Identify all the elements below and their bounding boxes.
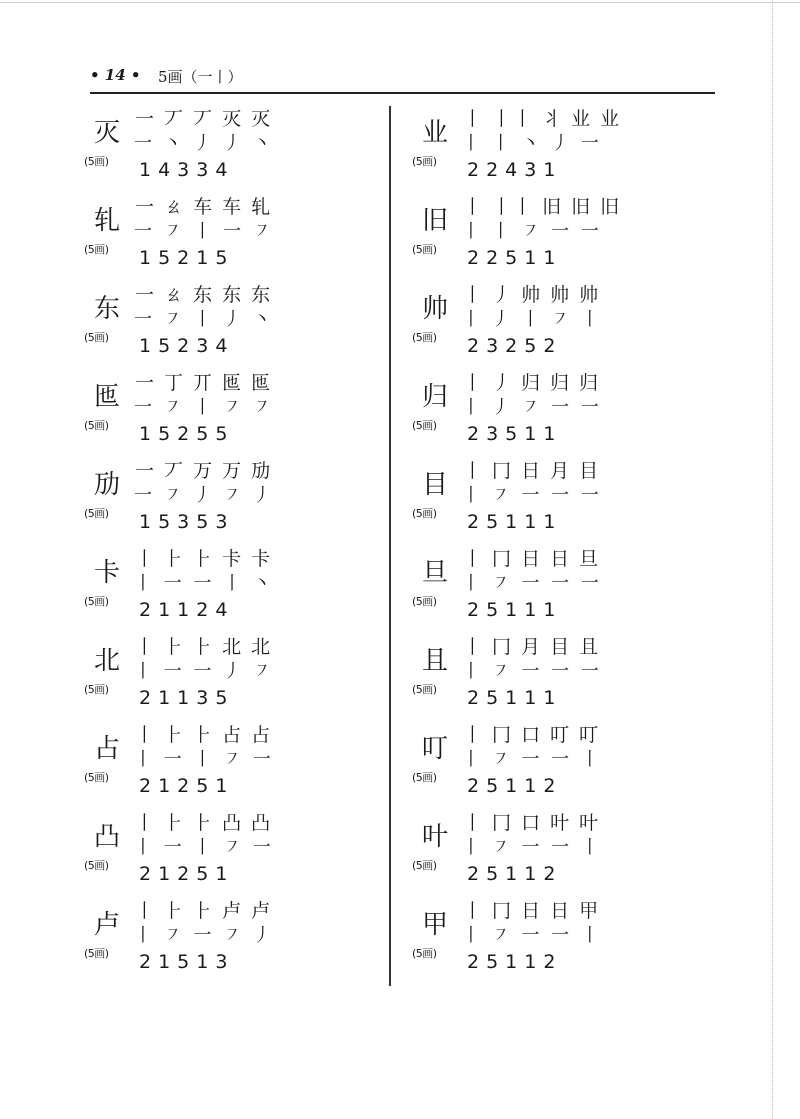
stroke-order-progression: 丨 ⺊ ⺊ 北 北 <box>135 636 273 658</box>
stroke-code-digits: 21124 <box>139 599 235 621</box>
stroke-code-digits: 21251 <box>139 863 235 885</box>
stroke-sequence: 丨 一 丨 ㇇ 一 <box>134 749 274 770</box>
headword-character: 叮 <box>422 734 449 764</box>
left-column <box>82 105 382 985</box>
character-entry <box>82 457 382 545</box>
character-entry <box>410 897 710 985</box>
scan-top-edge <box>0 2 800 3</box>
stroke-code-digits: 21251 <box>139 775 235 797</box>
stroke-code-digits: 25112 <box>467 863 563 885</box>
character-entry <box>410 193 710 281</box>
section-title: 5画（一丨） <box>158 68 243 86</box>
stroke-code-digits: 25111 <box>467 599 563 621</box>
stroke-count-label: (5画) <box>412 419 437 432</box>
stroke-count-label: (5画) <box>412 947 437 960</box>
headword-character: 北 <box>94 646 121 676</box>
stroke-sequence: 一 ㇇ 丨 丿 丶 <box>134 309 274 330</box>
stroke-order-progression: 丨 ⺊ ⺊ 凸 凸 <box>135 812 273 834</box>
stroke-sequence: 丨 ㇇ 一 一 丨 <box>462 749 602 770</box>
character-entry <box>82 721 382 809</box>
stroke-sequence: 丨 一 丨 ㇇ 一 <box>134 837 274 858</box>
stroke-order-progression: 丨 丿 帅 帅 帅 <box>463 284 601 306</box>
stroke-code-digits: 25111 <box>467 511 563 533</box>
character-entry <box>82 897 382 985</box>
stroke-order-progression: 丨 ⺊ ⺊ 占 占 <box>135 724 273 746</box>
stroke-code-digits: 21135 <box>139 687 235 709</box>
headword-character: 旦 <box>422 558 449 588</box>
stroke-order-progression: 丨 冂 月 目 且 <box>463 636 601 658</box>
stroke-count-label: (5画) <box>412 859 437 872</box>
stroke-count-label: (5画) <box>84 859 109 872</box>
stroke-code-digits: 25111 <box>467 687 563 709</box>
stroke-count-label: (5画) <box>84 155 109 168</box>
stroke-count-label: (5画) <box>84 947 109 960</box>
headword-character: 匜 <box>94 382 121 412</box>
character-entry <box>82 193 382 281</box>
character-entry <box>410 369 710 457</box>
stroke-count-label: (5画) <box>412 683 437 696</box>
stroke-code-digits: 15234 <box>139 335 235 357</box>
stroke-sequence: 一 ㇇ 丨 ㇇ ㇇ <box>134 397 274 418</box>
stroke-sequence: 一 ㇇ 丨 一 ㇇ <box>134 221 274 242</box>
headword-character: 目 <box>422 470 449 500</box>
headword-character: 凸 <box>94 822 121 852</box>
stroke-sequence: 丨 一 一 丿 ㇇ <box>134 661 274 682</box>
scan-right-edge <box>772 0 773 1119</box>
stroke-order-progression: 丨 冂 日 日 旦 <box>463 548 601 570</box>
stroke-sequence: 丨 丨 丶 丿 一 <box>462 133 602 154</box>
character-entry <box>82 281 382 369</box>
headword-character: 帅 <box>422 294 449 324</box>
stroke-count-label: (5画) <box>84 507 109 520</box>
stroke-code-digits: 22431 <box>467 159 563 181</box>
stroke-code-digits: 15353 <box>139 511 235 533</box>
stroke-order-progression: 丨 冂 日 日 甲 <box>463 900 601 922</box>
stroke-count-label: (5画) <box>84 595 109 608</box>
stroke-count-label: (5画) <box>84 419 109 432</box>
stroke-sequence: 丨 ㇇ 一 一 丨 <box>462 925 602 946</box>
stroke-sequence: 一 丶 丿 丿 丶 <box>134 133 274 154</box>
headword-character: 旧 <box>422 206 449 236</box>
stroke-order-progression: 丨 丨丨 旧 旧 旧 <box>463 196 622 218</box>
stroke-sequence: 丨 一 一 丨 丶 <box>134 573 274 594</box>
headword-character: 归 <box>422 382 449 412</box>
character-entry <box>82 809 382 897</box>
stroke-sequence: 丨 丨 ㇇ 一 一 <box>462 221 602 242</box>
stroke-order-progression: 一 ㄠ 东 东 东 <box>135 284 273 306</box>
stroke-sequence: 丨 丿 ㇇ 一 一 <box>462 397 602 418</box>
stroke-order-progression: 丨 丨丨 丬 业 业 <box>463 108 622 130</box>
stroke-code-digits: 23511 <box>467 423 563 445</box>
character-entry <box>82 545 382 633</box>
stroke-code-digits: 25112 <box>467 951 563 973</box>
stroke-order-progression: 丨 ⺊ ⺊ 卢 卢 <box>135 900 273 922</box>
column-divider <box>389 106 391 986</box>
character-entry <box>410 105 710 193</box>
stroke-order-progression: 丨 冂 日 月 目 <box>463 460 601 482</box>
stroke-sequence: 丨 ㇇ 一 一 丨 <box>462 837 602 858</box>
character-entry <box>410 281 710 369</box>
stroke-order-progression: 丨 丿 归 归 归 <box>463 372 601 394</box>
stroke-code-digits: 15215 <box>139 247 235 269</box>
stroke-order-progression: 一 丆 丆 灭 灭 <box>135 108 273 130</box>
stroke-sequence: 丨 丿 丨 ㇇ 丨 <box>462 309 602 330</box>
stroke-code-digits: 14334 <box>139 159 235 181</box>
right-column <box>410 105 710 985</box>
headword-character: 劢 <box>94 470 121 500</box>
stroke-count-label: (5画) <box>84 331 109 344</box>
stroke-order-progression: 丨 冂 口 叮 叮 <box>463 724 601 746</box>
headword-character: 且 <box>422 646 449 676</box>
stroke-code-digits: 21513 <box>139 951 235 973</box>
headword-character: 占 <box>94 734 121 764</box>
stroke-order-progression: 一 丆 万 万 劢 <box>135 460 273 482</box>
stroke-code-digits: 23252 <box>467 335 563 357</box>
stroke-order-progression: 丨 ⺊ ⺊ 卡 卡 <box>135 548 273 570</box>
stroke-sequence: 一 ㇇ 丿 ㇇ 丿 <box>134 485 274 506</box>
character-entry <box>410 809 710 897</box>
character-entry <box>82 633 382 721</box>
stroke-sequence: 丨 ㇇ 一 ㇇ 丿 <box>134 925 274 946</box>
header-rule <box>90 92 715 94</box>
stroke-count-label: (5画) <box>412 243 437 256</box>
page-number: • 14 • <box>90 66 141 84</box>
stroke-count-label: (5画) <box>412 595 437 608</box>
headword-character: 灭 <box>94 118 121 148</box>
stroke-sequence: 丨 ㇇ 一 一 一 <box>462 485 602 506</box>
stroke-count-label: (5画) <box>412 771 437 784</box>
stroke-code-digits: 25112 <box>467 775 563 797</box>
headword-character: 叶 <box>422 822 449 852</box>
stroke-sequence: 丨 ㇇ 一 一 一 <box>462 573 602 594</box>
stroke-count-label: (5画) <box>84 683 109 696</box>
character-entry <box>410 457 710 545</box>
stroke-sequence: 丨 ㇇ 一 一 一 <box>462 661 602 682</box>
character-entry <box>82 105 382 193</box>
stroke-order-progression: 丨 冂 口 叶 叶 <box>463 812 601 834</box>
stroke-count-label: (5画) <box>412 331 437 344</box>
headword-character: 卢 <box>94 910 121 940</box>
character-entry <box>410 633 710 721</box>
headword-character: 东 <box>94 294 121 324</box>
page-header <box>90 62 715 94</box>
character-entry <box>82 369 382 457</box>
stroke-code-digits: 15255 <box>139 423 235 445</box>
headword-character: 卡 <box>94 558 121 588</box>
character-entry <box>410 545 710 633</box>
stroke-count-label: (5画) <box>84 243 109 256</box>
stroke-count-label: (5画) <box>412 155 437 168</box>
headword-character: 甲 <box>422 910 449 940</box>
stroke-count-label: (5画) <box>412 507 437 520</box>
stroke-order-progression: 一 丁 丌 匜 匜 <box>135 372 273 394</box>
headword-character: 轧 <box>94 206 121 236</box>
headword-character: 业 <box>422 118 449 148</box>
character-entry <box>410 721 710 809</box>
stroke-order-progression: 一 ㄠ 车 车 轧 <box>135 196 273 218</box>
stroke-count-label: (5画) <box>84 771 109 784</box>
stroke-code-digits: 22511 <box>467 247 563 269</box>
